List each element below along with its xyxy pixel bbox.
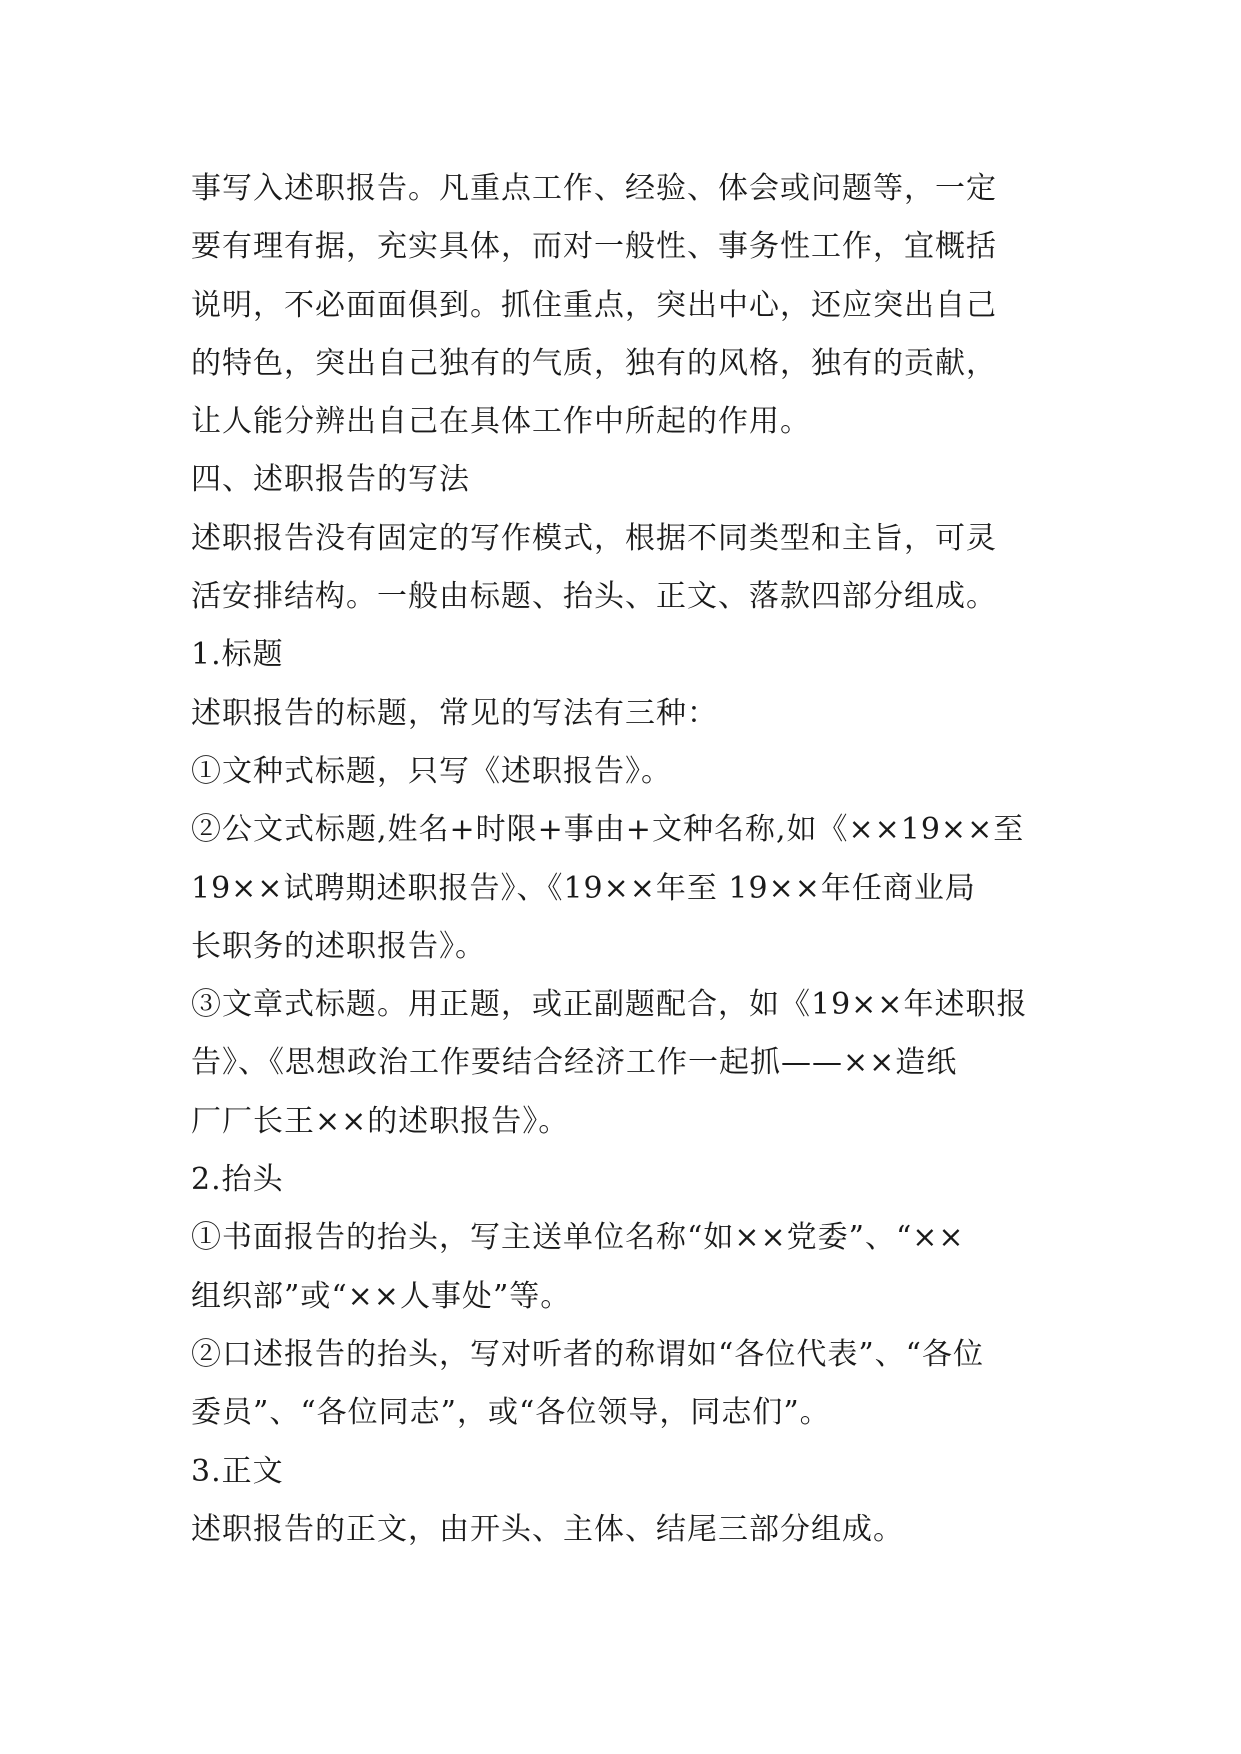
body-line: 述职报告没有固定的写作模式，根据不同类型和主旨，可灵 [191,520,997,556]
body-line: 委员”、“各位同志”，或“各位领导，同志们”。 [191,1395,831,1431]
list-item: ①文种式标题，只写《述职报告》。 [191,753,672,789]
list-item: ①书面报告的抬头，写主送单位名称“如××党委”、“×× [191,1220,965,1256]
body-line: 让人能分辨出自己在具体工作中所起的作用。 [191,404,811,440]
subsection-heading: 2.抬头 [191,1162,284,1198]
body-line: 告》、《思想政治工作要结合经济工作一起抓——××造纸 [191,1045,958,1081]
list-item: ②口述报告的抬头，写对听者的称谓如“各位代表”、“各位 [191,1336,985,1372]
list-item: ③文章式标题。用正题，或正副题配合，如《19××年述职报 [191,987,1028,1023]
section-heading: 四、述职报告的写法 [191,462,470,498]
body-line: 长职务的述职报告》。 [191,928,486,964]
body-line: 厂厂长王××的述职报告》。 [191,1103,570,1139]
body-line: 述职报告的正文，由开头、主体、结尾三部分组成。 [191,1511,904,1547]
body-line: 要有理有据，充实具体，而对一般性、事务性工作，宜概括 [191,229,997,265]
body-line: 述职报告的标题，常见的写法有三种： [191,695,718,731]
document-body [191,160,1071,1559]
body-line: 事写入述职报告。凡重点工作、经验、体会或问题等，一定 [191,171,997,206]
subsection-heading: 3.正文 [191,1453,284,1489]
subsection-heading: 1.标题 [191,637,284,673]
body-line: 组织部”或“××人事处”等。 [191,1278,572,1314]
body-line: 活安排结构。一般由标题、抬头、正文、落款四部分组成。 [191,579,997,615]
body-line: 说明，不必面面俱到。抓住重点，突出中心，还应突出自己 [191,287,997,323]
body-line: 19××试聘期述职报告》、《19××年至 19××年任商业局 [191,870,976,906]
list-item: ②公文式标题,姓名+时限+事由+文种名称,如《××19××至 [191,812,1025,848]
body-line: 的特色，突出自己独有的气质，独有的风格，独有的贡献， [191,345,997,381]
